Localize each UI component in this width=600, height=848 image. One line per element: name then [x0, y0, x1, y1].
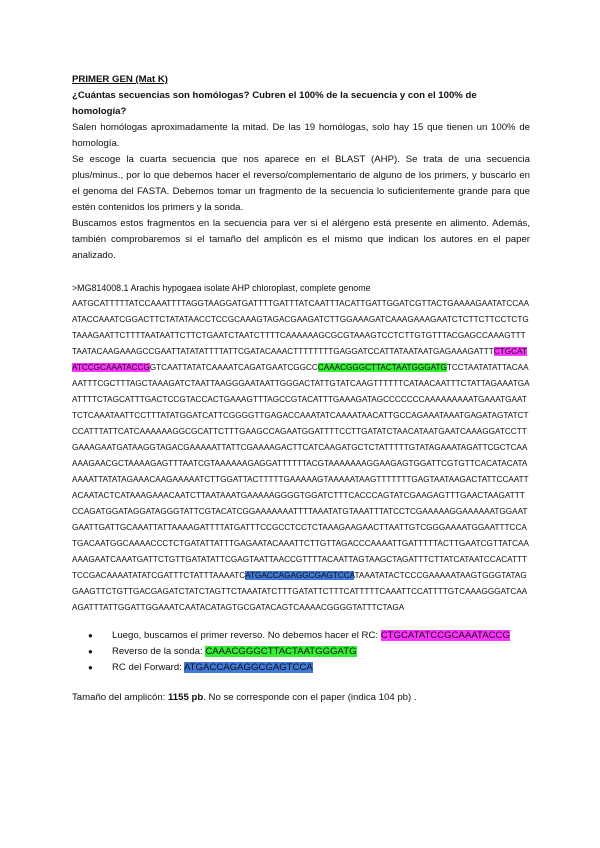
amplicon-label: Tamaño del amplicón: [72, 692, 168, 703]
list-item-highlight: CAAACGGGCTTACTAATGGGATG [205, 646, 357, 657]
paragraph-3: Buscamos estos fragmentos en la secuencia para ver si el alérgeno está presente en alimento. Además, también comprobaremos si el tamaño del amplicón es el mismo que indican los autores en el paper analizado. [72, 218, 530, 261]
sequence-segment: AATGCATTTTTATCCAAATTTTAGGTAAGGATGATTTTGATTTATCAATTTACATTGATTGGATCGTTACTGAAAAGAATATCCAAATACCAAATCGGACTTCTATATAACCTCCGCAAAGTAGACGAAGATCTTGGAAAGATCAAAGAAAGAATCTCTTCTTCCTCTGTAAAGAATTCTTTTAATAATTCTTCTGAATCTAATCTTTTCAAAAAAGCGCGTAAAGTCCTCTTGTGTTTACGAGCCAAAGTTTTAATACAAGAAAGCCGAATTATATATTTTATTCGATACAAACTTTTTTTTGAGGATCCATTATAATAATGAGAAAGATTT [72, 299, 530, 356]
fasta-header: >MG814008.1 Arachis hypogaea isolate AHP chloroplast, complete genome [72, 283, 371, 293]
question-heading: ¿Cuántas secuencias son homólogas? Cubren el 100% de la secuencia y con el 100% de homología? [72, 90, 477, 117]
sequence-segment: TAAATATACTCCCGAAAAATAAGTGGGTATAGGAAGTTCTGTTGACGAGATCTATCTAGTTCTAAATATCTTTGATATTCTTTCATTTTTCAAATTCCATTTTGTCAAAGGGATCAAAGATTTATTGGATTGGAAATCAATACATAGTGCGATACAGTCAAAACGGGGTATTTCTAGA [72, 571, 528, 612]
fasta-sequence [72, 296, 530, 616]
amplicon-note: . No se corresponde con el paper (indica 104 pb) . [203, 692, 417, 703]
probe-highlight: CAAACGGGCTTACTAATGGGATG [317, 363, 447, 372]
document-body [72, 72, 530, 706]
list-item-text: Luego, buscamos el primer reverso. No debemos hacer el RC: [112, 630, 381, 641]
primer-list [72, 628, 530, 676]
paragraph-1: Salen homólogas aproximadamente la mitad. De las 19 homólogas, solo hay 15 que tienen un 100% de homología. [72, 122, 530, 149]
paragraph-2: Se escoge la cuarta secuencia que nos aparece en el BLAST (AHP). Se trata de una secuencia plus/minus., por lo que debemos hacer el reverso/complementario de alguno de los primers, y buscarlo en el genoma del FASTA. Debemos tomar un fragmento de la secuencia lo suficientemente grande para que estén contenidos los primers y la sonda. [72, 154, 530, 213]
sequence-segment: TCCTAATATATTACAAAATTTCGCTTTAGCTAAAGATCTAATTAAGGGAATAATTGGGACTATTGTATCAAGTTTTTTCATAACAATTTCTATTAGAAATGAATTTTCTAGCATTTGACTCCGTACCACTGAAAGTTTAGCCGTACATTTGAAAGATAGCCCCCCCAAAAAAAAATGAAATGAATTCTCAAATAATTCCTTTATATGGATCATTCGGGGTTGAGACCAAATATCAAAATAACATTGCCAGAAATAAATGAGATAGTATCTCCATTTATTCATCAAAAAAGGCGCATTCTTTGAAGCCAGAATGGATTTTCCTTGATATCTAACATAATGAATCAAAGGATCCTTGAAAGAATGATAAGGTAGACGAAAAATTATTCGAAAAGACTTCATCAAGATGCTCTATTTTTGTATAGAAATAGATTCGCTCAAAAAGAACGCTAAAAGAGTTTAATCGTAAAAAAGAGGATTTTTTACGTAAAAAAAGGAAGAGTGGATTCGTGTTCACATACATAAAAATTATATAGAAACAAGAAAAATCTTGGATTACTTTTTGAAAAAGTAAAAATAAGTTTTTTTGAGTAATAAGACTATTCCAATTACAATACTCATAAAGAAACAATCTTAATAAATGAAAAAGGGGTGGATCTTTCACCCAGTATCGAAGAGTTTGAACTAAGATTTCCAGATGGATAGGATAGGGTATTCGTACATCGGAAAAAAATTTTAAATATGTAAATTTATCCTCGAAAAAGGAAAAAATGGAATGAATTGATTGCAAATTATTAAAAGATTTTATGATTTCCGCCTCCTCTAAAGAAGAACTTAATTGTCGGGAAAATGGAATTTCCATGACAATGGCAAAACCCTCTGATATTATTTGAGAATACAAATTCTTGTTAGACCCAAAATTGATTTTTACTTGAATCGTTATCAAAAAGAATCAAATGATTCTGTTGATATATTCGAGTAATTAACCGTTTTACAATTAGTAAGCTAGATTTCTTATCATAATCCACATTTTCCGACAAAATATATCGATTTCTATTTAAAATC [72, 363, 530, 580]
list-item-text: Reverso de la sonda: [112, 646, 206, 657]
list-item-highlight: ATGACCAGAGGCGAGTCCA [183, 662, 313, 673]
forward-primer-highlight: ATGACCAGAGGCGAGTCCA [245, 571, 355, 580]
amplicon-size [72, 690, 530, 706]
reverse-primer-highlight: CTGCATATCCGCAAATACCG [72, 347, 527, 372]
list-item [94, 628, 530, 644]
list-item [94, 644, 530, 660]
spacer [72, 264, 530, 280]
list-item-text: RC del Forward: [112, 662, 184, 673]
list-item-highlight: CTGCATATCCGCAAATACCG [380, 630, 510, 641]
sequence-segment: GTCAATTATATCAAAATCAGATGAATCGGCC [149, 363, 318, 372]
section-title: PRIMER GEN (Mat K) [72, 74, 168, 85]
list-item [94, 660, 530, 676]
amplicon-value: 1155 pb [168, 692, 204, 703]
